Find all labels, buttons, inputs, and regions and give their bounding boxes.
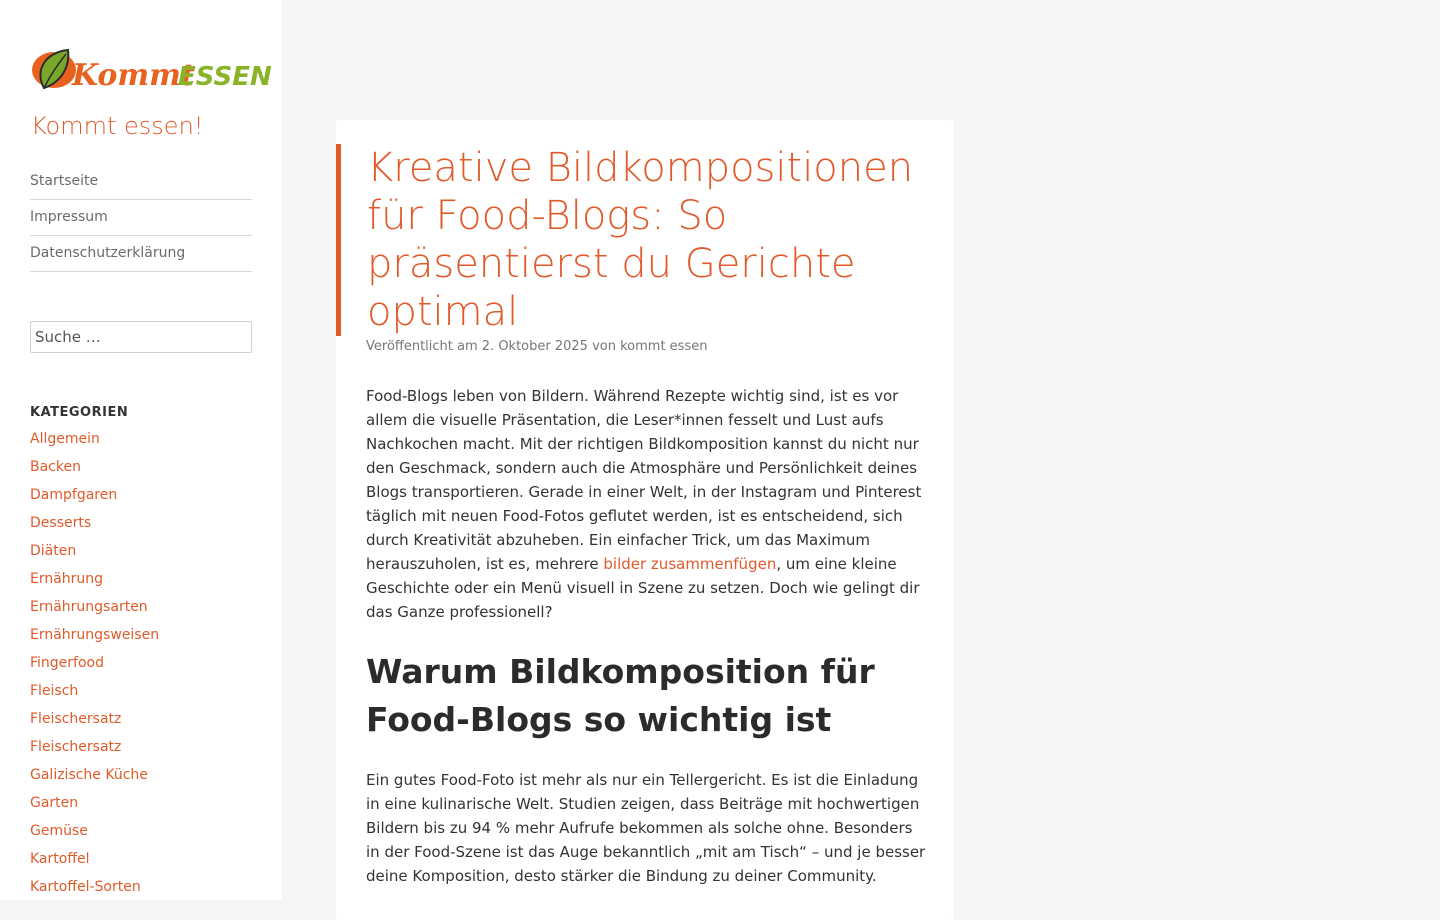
category-link[interactable]: Fingerfood <box>30 655 104 671</box>
category-link[interactable]: Kartoffel <box>30 851 90 867</box>
category-link[interactable]: Diäten <box>30 543 77 559</box>
nav-item-datenschutz[interactable]: Datenschutzerklärung <box>30 236 252 272</box>
main-nav <box>30 164 252 272</box>
category-link[interactable]: Kartoffel-Sorten <box>30 879 141 895</box>
category-link[interactable]: Ernährungsweisen <box>30 627 160 643</box>
svg-text:Kommt: Kommt <box>72 58 195 93</box>
category-list <box>30 425 159 901</box>
category-link[interactable]: Garten <box>30 795 79 811</box>
article-paragraph <box>366 384 926 624</box>
kommt-essen-logo[interactable] <box>30 48 272 94</box>
category-link[interactable]: Ernährungsarten <box>30 599 148 615</box>
category-link[interactable]: Ernährung <box>30 571 104 587</box>
article-title[interactable]: Kreative Bildkompositionen für Food-Blogs: So präsentierst du Gerichte optimal <box>367 145 914 335</box>
article-meta: Veröffentlicht am 2. Oktober 2025 von kommt essen <box>366 339 708 354</box>
nav-item-startseite[interactable]: Startseite <box>30 164 252 200</box>
search-input[interactable] <box>30 321 252 353</box>
section-heading: Warum Bildkomposition für Food-Blogs so wichtig ist <box>366 652 875 739</box>
article-paragraph: Ein gutes Food-Foto ist mehr als nur ein Tellergericht. Es ist die Einladung in eine kulinarische Welt. Studien zeigen, dass Beiträge mit hochwertigen Bildern bis zu 94 % mehr Aufrufe bekommen als solche ohne. Besonders in der Food-Szene ist das Auge bekanntlich „mit am Tisch“ – und je besser deine Komposition, desto stärker die Bindung zu deiner Community. <box>366 771 926 885</box>
paragraph-text: , um eine kleine Geschichte oder ein Menü visuell in Szene zu setzen. Doch wie gelingt dir das Ganze professionell? <box>366 555 920 621</box>
bilder-zusammenfuegen-link[interactable]: bilder zusammenfügen <box>603 555 777 573</box>
category-link[interactable]: Fleischersatz <box>30 711 122 727</box>
categories-heading: KATEGORIEN <box>30 405 129 420</box>
svg-text:ESSEN: ESSEN <box>178 62 272 92</box>
sidebar <box>0 0 282 900</box>
category-link[interactable]: Fleisch <box>30 683 79 699</box>
category-link[interactable]: Allgemein <box>30 431 100 447</box>
site-title[interactable]: Kommt essen! <box>31 112 204 140</box>
category-link[interactable]: Gemüse <box>30 823 88 839</box>
category-link[interactable]: Desserts <box>30 515 92 531</box>
category-link[interactable]: Fleischersatz <box>30 739 122 755</box>
article-title-block <box>336 144 924 336</box>
nav-item-impressum[interactable]: Impressum <box>30 200 252 236</box>
category-link[interactable]: Backen <box>30 459 81 475</box>
category-link[interactable]: Dampfgaren <box>30 487 118 503</box>
category-link[interactable]: Galizische Küche <box>30 767 148 783</box>
paragraph-text: Food-Blogs leben von Bildern. Während Rezepte wichtig sind, ist es vor allem die visuelle Präsentation, die Leser*innen fesselt und Lust aufs Nachkochen macht. Mit der richtigen Bildkomposition kannst du nicht nur den Geschmack, sondern auch die Atmosphäre und Persönlichkeit deines Blogs transportieren. Gerade in einer Welt, in der Instagram und Pinterest täglich mit neuen Food-Fotos geflutet werden, ist es entscheidend, sich durch Kreativität abzuheben. Ein einfacher Trick, um das Maximum herauszuholen, ist es, mehrere <box>366 387 922 573</box>
article <box>336 120 954 920</box>
